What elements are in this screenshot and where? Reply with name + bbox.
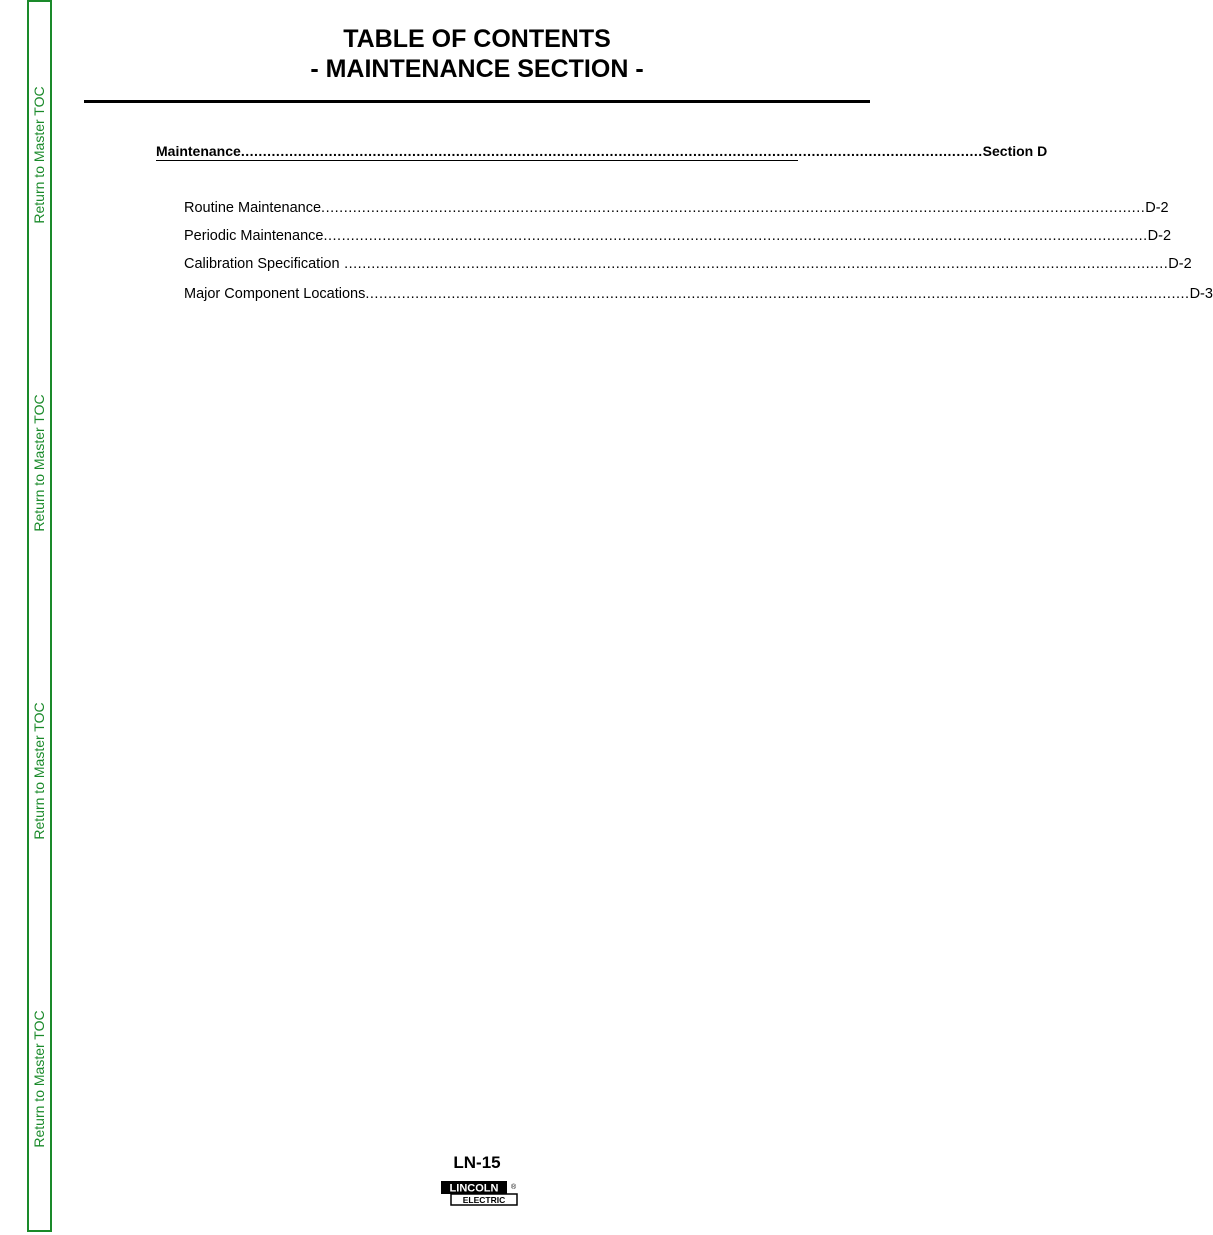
toc-entry-periodic-maintenance[interactable] [184,228,1172,244]
page-title-line-2: - MAINTENANCE SECTION - [310,55,644,83]
leader-dots: ...................................................................................................................................................................................... [321,200,1146,216]
toc-entry-page: D-3 [1189,286,1213,302]
toc-main-page: Section D [982,143,1048,159]
leader-dots: ...................................................................................................................................................................................... [339,256,1169,272]
toc-entry-page: D-2 [1168,256,1192,272]
return-link-label[interactable]: Return to Master TOC [31,1010,47,1148]
toc-entry-routine-maintenance[interactable] [184,200,1169,216]
toc-entry-label: Calibration Specification [184,256,340,272]
toc-entry-label: Periodic Maintenance [184,228,324,244]
page-number: LN-15 [453,1153,501,1172]
logo-top-text: LINCOLN [449,1182,499,1195]
toc-entry-calibration-specification[interactable] [184,256,1192,272]
logo-bottom-text: ELECTRIC [462,1195,506,1205]
return-link-label[interactable]: Return to Master TOC [31,86,47,224]
toc-main-entry[interactable] [156,143,1048,161]
toc-main-label: Maintenance [156,143,241,159]
return-link-label[interactable]: Return to Master TOC [31,702,47,840]
page-title-line-1: TABLE OF CONTENTS [343,25,611,53]
toc-entry-major-component-locations[interactable] [184,286,1213,302]
title-divider [84,100,870,103]
toc-entry-page: D-2 [1145,200,1169,216]
leader-dots: ...................................................................................................................................................................................... [323,228,1148,244]
logo-registered-mark: ® [511,1184,517,1191]
toc-entry-page: D-2 [1147,228,1172,244]
toc-entry-label: Major Component Locations [184,286,366,302]
leader-dots: ...................................................................................................................................................................................... [365,286,1190,302]
return-link-label[interactable]: Return to Master TOC [31,394,47,532]
toc-entry-label: Routine Maintenance [184,200,322,216]
lincoln-electric-logo [440,1180,520,1208]
leader-dots: ......................................................................................................................................................................... [240,143,983,159]
